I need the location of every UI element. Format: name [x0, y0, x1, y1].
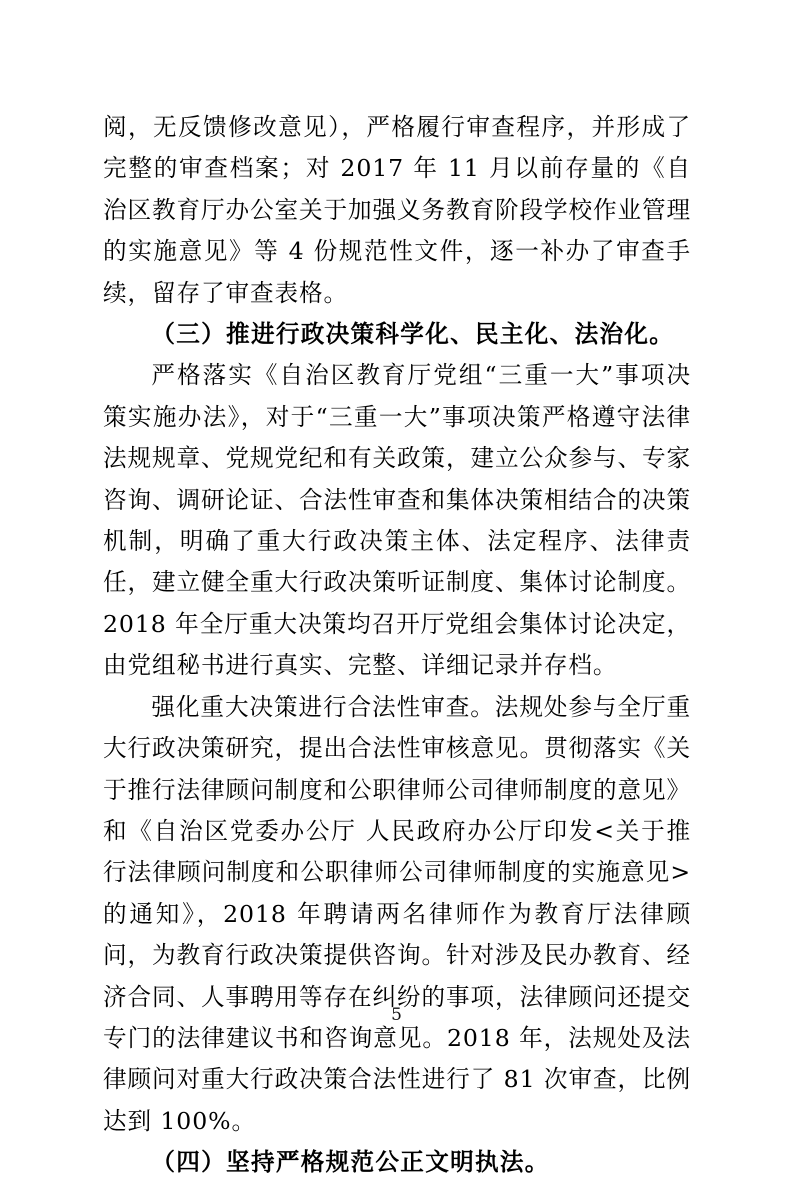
paragraph-legality-review: 强化重大决策进行合法性审查。法规处参与全厅重大行政决策研究，提出合法性审核意见。贯彻落实《关于推行法律顾问制度和公职律师公司律师制度的意见》和《自治区党委办公厅 人民政府办公厅印发<关于推行法律顾问制度和公职律师公司律师制度的实施意见>的通知》，2018 年聘请两名律师作为教育厅法律顾问，为教育行政决策提供咨询。针对涉及民办教育、经济合同、人事聘用等存在纠纷的事项，法律顾问还提交专门的法律建议书和咨询意见。2018 年，法规处及法律顾问对重大行政决策合法性进行了 81 次审查，比例达到 100%。	[103, 692, 691, 1135]
section-heading-four: （四）坚持严格规范公正文明执法。	[151, 1148, 550, 1177]
paragraph-continuation: 阅，无反馈修改意见），严格履行审查程序，并形成了完整的审查档案；对 2017 年 11 月以前存量的《自治区教育厅办公室关于加强义务教育阶段学校作业管理的实施意见》等 4 份规范性文件，逐一补办了审查手续，留存了审查表格。	[103, 113, 691, 307]
paragraph-decision-making: 严格落实《自治区教育厅党组“三重一大”事项决策实施办法》，对于“三重一大”事项决策严格遵守法律法规规章、党规党纪和有关政策，建立公众参与、专家咨询、调研论证、合法性审查和集体决策相结合的决策机制，明确了重大行政决策主体、法定程序、法律责任，建立健全重大行政决策听证制度、集体讨论制度。2018 年全厅重大决策均召开厅党组会集体讨论决定，由党组秘书进行真实、完整、详细记录并存档。	[103, 361, 691, 680]
page-number: 5	[391, 1005, 402, 1025]
section-heading-three: （三）推进行政决策科学化、民主化、法治化。	[151, 320, 675, 349]
